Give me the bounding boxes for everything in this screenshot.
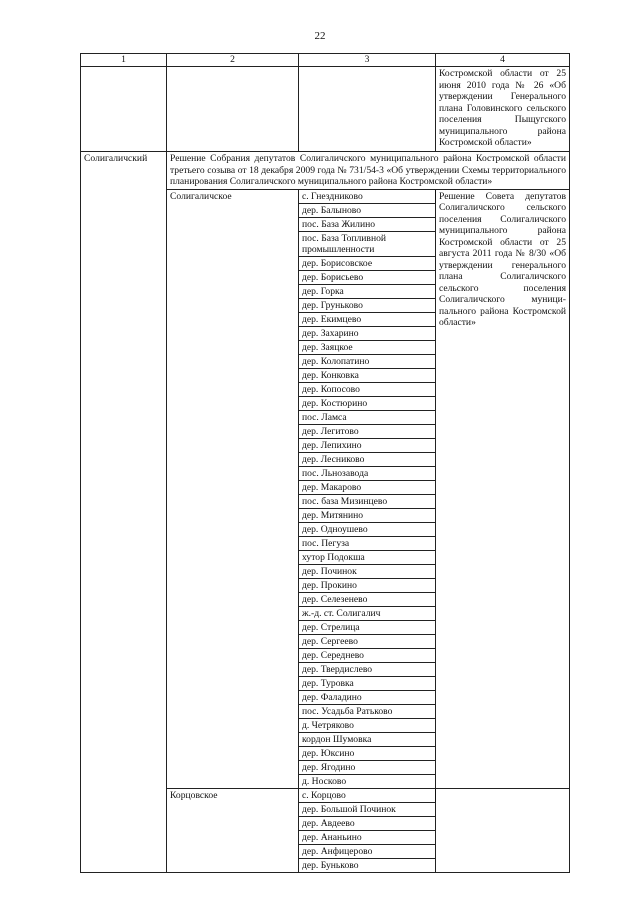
settlement-general-plan-decision	[436, 788, 570, 872]
locality-name: с. Гнездниково	[299, 189, 436, 203]
locality-name: д. Четряково	[299, 718, 436, 732]
locality-name: пос. Ламса	[299, 410, 436, 424]
locality-name: дер. Митянино	[299, 508, 436, 522]
settlement-name: Солигаличское	[167, 189, 299, 788]
locality-name: пос. Усадьба Ратьково	[299, 704, 436, 718]
locality-name: дер. Костюрино	[299, 396, 436, 410]
page-number: 22	[314, 30, 326, 42]
locality-name: дер. Ананьино	[299, 830, 436, 844]
column-number: 3	[299, 54, 436, 67]
locality-name: дер. Конковка	[299, 368, 436, 382]
continued-district-cell	[81, 67, 167, 152]
locality-name: дер. Лесниково	[299, 452, 436, 466]
locality-name: дер. Ягодино	[299, 760, 436, 774]
locality-name: ж.-д. ст. Солигалич	[299, 606, 436, 620]
locality-name: дер. Груньково	[299, 298, 436, 312]
locality-name: дер. Екимцево	[299, 312, 436, 326]
locality-name: дер. Туровка	[299, 676, 436, 690]
column-number: 4	[436, 54, 570, 67]
locality-name: дер. Колопатино	[299, 354, 436, 368]
locality-name: пос. база Мизинцево	[299, 494, 436, 508]
locality-name: кордон Шумовка	[299, 732, 436, 746]
locality-name: дер. Борисьево	[299, 270, 436, 284]
locality-name: дер. Стрелица	[299, 620, 436, 634]
locality-name: дер. Прокино	[299, 578, 436, 592]
locality-name: дер. Горка	[299, 284, 436, 298]
locality-name: дер. Буньково	[299, 858, 436, 872]
settlement-plans-table	[80, 53, 570, 873]
locality-name: дер. Сергеево	[299, 634, 436, 648]
locality-name: дер. Середнево	[299, 648, 436, 662]
locality-name: с. Корцово	[299, 788, 436, 802]
locality-name: пос. Льнозавода	[299, 466, 436, 480]
continued-places-cell	[299, 67, 436, 152]
locality-name: дер. Починок	[299, 564, 436, 578]
locality-name: дер. Легитово	[299, 424, 436, 438]
column-number-row	[81, 54, 570, 67]
locality-name: дер. Балыново	[299, 203, 436, 217]
locality-name: пос. Пегуза	[299, 536, 436, 550]
district-row	[81, 152, 570, 190]
locality-name: хутор Подокша	[299, 550, 436, 564]
column-number: 2	[167, 54, 299, 67]
continued-plan-decision: Костромской области от 25 июня 2010 года № 26 «Об утверждении Генерального плана Головинского сельского поселения Пыщугского муниципального района Костромской области»	[436, 67, 570, 152]
locality-name: дер. Большой Починок	[299, 802, 436, 816]
locality-name: дер. Одноушево	[299, 522, 436, 536]
locality-name: дер. Лепихино	[299, 438, 436, 452]
locality-name: дер. Копосово	[299, 382, 436, 396]
continued-row	[81, 67, 570, 152]
locality-name: дер. Селезенево	[299, 592, 436, 606]
locality-name: пос. База Топливной промышленности	[299, 231, 436, 256]
locality-name: дер. Заяцкое	[299, 340, 436, 354]
settlement-name: Корцовское	[167, 788, 299, 872]
locality-name: дер. Анфицерово	[299, 844, 436, 858]
locality-name: пос. База Жилино	[299, 217, 436, 231]
locality-name: дер. Юксино	[299, 746, 436, 760]
continued-settlement-cell	[167, 67, 299, 152]
locality-name: дер. Борисовское	[299, 256, 436, 270]
locality-name: д. Носково	[299, 774, 436, 788]
locality-name: дер. Твердислево	[299, 662, 436, 676]
locality-name: дер. Фаладино	[299, 690, 436, 704]
locality-name: дер. Макарово	[299, 480, 436, 494]
column-number: 1	[81, 54, 167, 67]
settlement-general-plan-decision: Решение Совета депутатов Солигаличского сельского поселения Солигаличского муниципального района Костромской области от 25 августа 2011 года № 8/30 «Об утверждении генерального плана Солигаличского сельского поселения Солигаличского муници-пального района Костромской области»	[436, 189, 570, 788]
district-planning-decision: Решение Собрания депутатов Солигаличского муниципального района Костромской области третьего созыва от 18 декабря 2009 года № 731/54-3 «Об утверждении Схемы территориального планирования Солигаличского муниципального района Костромской области»	[167, 152, 570, 190]
locality-name: дер. Захарино	[299, 326, 436, 340]
district-name: Солигаличский	[81, 152, 167, 873]
locality-name: дер. Авдеево	[299, 816, 436, 830]
